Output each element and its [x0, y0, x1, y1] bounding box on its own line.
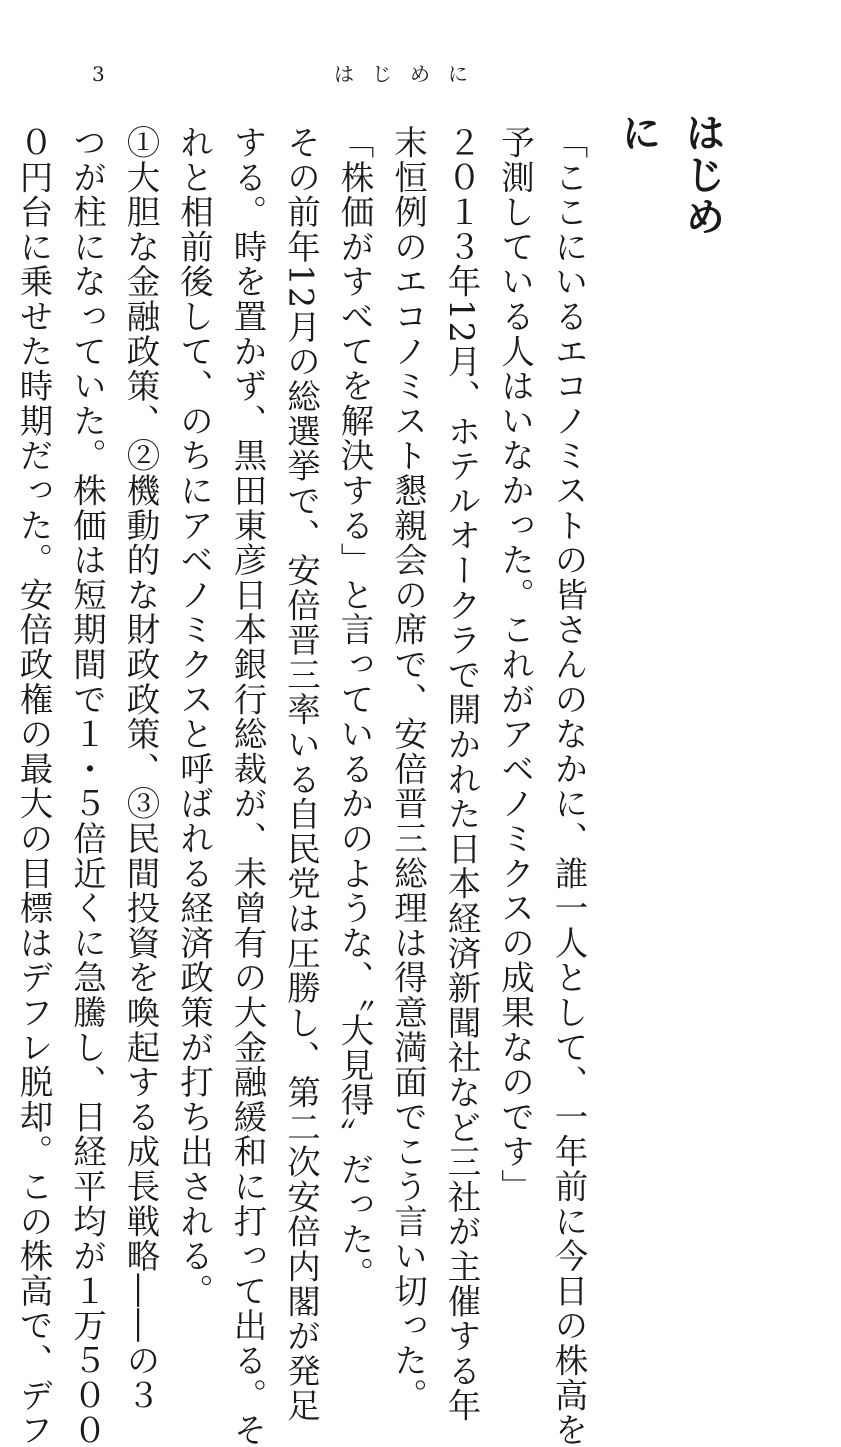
- page-number: 3: [92, 62, 105, 86]
- body-text: [14, 125, 595, 1447]
- text-line: ０円台に乗せた時期だった。安倍政権の最大の目標はデフレ脱却。この株高で、デフ: [14, 125, 53, 1447]
- text-line: 末恒例のエコノミスト懇親会の席で、安倍晋三総理は得意満面でこう言い切った。: [388, 125, 428, 1413]
- running-head: はじめに: [334, 62, 486, 86]
- text-line: 予測している人はいなかった。これがアベノミクスの成果なのです」: [495, 125, 535, 1204]
- text-line: する。時を置かず、黒田東彦日本銀行総裁が、未曾有の大金融緩和に打って出る。そ: [228, 125, 267, 1447]
- text-line: つが柱になっていた。株価は短期間で１・５倍近くに急騰し、日経平均が１万５００: [67, 125, 107, 1447]
- text-line: [0, 125, 7, 1115]
- text-line: 「ここにいるエコノミストの皆さんのなかに、誰一人として、一年前に今日の株高を: [549, 125, 588, 1447]
- chapter-title: はじめに: [615, 112, 725, 238]
- text-line: 「株価がすべてを解決する」と言っているかのような、〝大見得〟だった。: [335, 125, 374, 1292]
- text-line: その前年12月の総選挙で、安倍晋三率いる自民党は圧勝し、第二次安倍内閣が発足: [281, 125, 321, 1424]
- text-line: ①大胆な金融政策、②機動的な財政政策、③民間投資を喚起する成長戦略――の３: [121, 125, 160, 1413]
- text-line: ２０１３年12月、ホテルオークラで開かれた日本経済新聞社など三社が主催する年: [442, 125, 481, 1424]
- text-line: れと相前後して、のちにアベノミクスと呼ばれる経済政策が打ち出される。: [174, 125, 214, 1309]
